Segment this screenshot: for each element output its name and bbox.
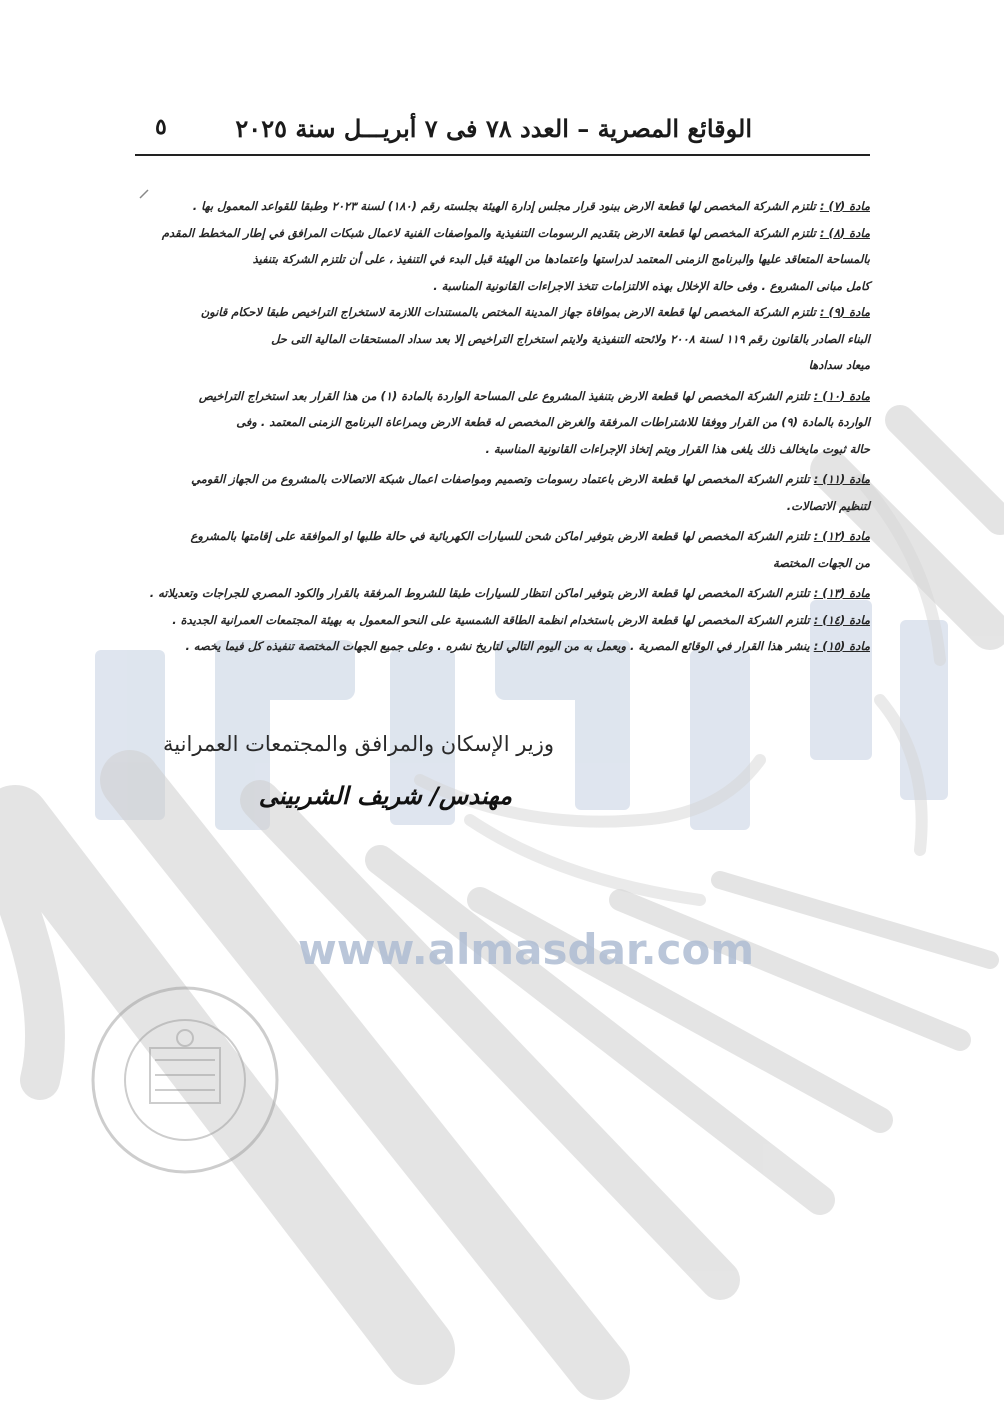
article-text: كامل مبانى المشروع . وفى حالة الإخلال بهذه الالتزامات تتخذ الاجراءات القانونية المناسبة . [433,278,870,293]
article-text: بالمساحة المتعاقد عليها والبرنامج الزمنى المعتمد لدراستها واعتمادها من الهيئة قبل البدء في التنفيذ ، على أن تلتزم الشركة بتنفيذ [252,252,870,266]
article-14 [128,607,870,634]
page-number: ٥ [155,114,167,140]
article-text: تلتزم الشركة المخصص لها قطعة الارض بتوفير اماكن انتظار للسيارات طبقا للشروط المرفقة بالقرار والكود المصري للجراجات وتعديلاته . [149,586,810,600]
article-label: مادة (١١) : [813,472,870,486]
article-text: الواردة بالمادة (٩) من القرار ووفقا للاشتراطات المرفقة والغرض المخصص له قطعة الارض وبمراعاة البرنامج الزمنى المعتمد . وفى [236,415,870,429]
article-text: تلتزم الشركة المخصص لها قطعة الارض بتقديم الرسومات التنفيذية والمواصفات الفنية لاعمال شبكات المرافق في إطار المخطط المقدم [161,225,816,240]
article-label: مادة (١٥) : [813,639,870,653]
article-13 [128,580,870,607]
article-text: ميعاد سدادها [808,358,870,372]
article-label: مادة (٧) : [819,199,870,213]
gazette-title: الوقائع المصرية – العدد ٧٨ فى ٧ أبريـــل سنة ٢٠٢٥ [235,114,752,143]
article-text: تلتزم الشركة المخصص لها قطعة الارض بتوفير اماكن شحن للسيارات الكهربائية في حالة طلبها او الموافقة على إقامتها بالمشروع [190,529,810,543]
article-15 [128,633,870,660]
article-label: مادة (٨) : [819,225,870,240]
watermark-seal [93,988,277,1172]
article-9 [128,299,870,379]
article-label: مادة (١٣) : [813,586,870,600]
minister-title: وزير الإسكان والمرافق والمجتمعات العمرانية [163,732,554,756]
article-text: من الجهات المختصة [772,555,870,570]
article-label: مادة (١٠) : [813,388,870,403]
article-text: البناء الصادر بالقانون رقم ١١٩ لسنة ٢٠٠٨ ولائحته التنفيذية ولايتم استخراج التراخيص إلا بعد سداد المستحقات المالية التى حل [271,331,870,346]
article-12 [128,523,870,576]
article-label: مادة (٩) : [819,305,870,319]
article-text: حالة ثبوت مايخالف ذلك يلغى هذا القرار ويتم إتخاذ الإجراءات القانونية المناسبة . [485,441,870,456]
watermark-website: www.almasdar.com [298,925,755,974]
article-text: تلتزم الشركة المخصص لها قطعة الارض باستخدام انظمة الطاقة الشمسية على النحو المعمول به بهيئة المجتمعات العمرانية الجديدة . [172,612,810,627]
article-text: تلتزم الشركة المخصص لها قطعة الارض باعتماد رسومات وتصميم ومواصفات اعمال شبكة الاتصالات بالمشروع من الجهاز القومي [191,472,810,486]
articles-body [128,193,870,660]
page-header [135,108,870,156]
article-text: ينشر هذا القرار في الوقائع المصرية . ويعمل به من اليوم التالي لتاريخ نشره . وعلى جميع الجهات المختصة تنفيذه كل فيما يخصه . [185,639,810,653]
minister-name: مهندس/ شريف الشربينى [258,782,512,810]
article-label: مادة (١٤) : [813,612,870,627]
article-text: لتنظيم الاتصالات. [786,498,870,513]
article-text: تلتزم الشركة المخصص لها قطعة الارض ببنود قرار مجلس إدارة الهيئة بجلسته رقم (١٨٠) لسنة ٢٠٢٣ وطبقا للقواعد المعمول بها . [192,199,816,213]
article-11 [128,466,870,519]
article-text: تلتزم الشركة المخصص لها قطعة الارض بموافاة جهاز المدينة المختص بالمستندات اللازمة لاستخراج التراخيص طبقا لاحكام قانون [200,305,816,319]
article-label: مادة (١٢) : [813,529,870,543]
article-text: تلتزم الشركة المخصص لها قطعة الارض بتنفيذ المشروع على المساحة الواردة بالمادة (١) من هذا القرار بعد استخراج التراخيص [198,388,810,403]
article-10 [128,383,870,463]
article-8 [128,220,870,300]
article-7 [128,193,870,220]
